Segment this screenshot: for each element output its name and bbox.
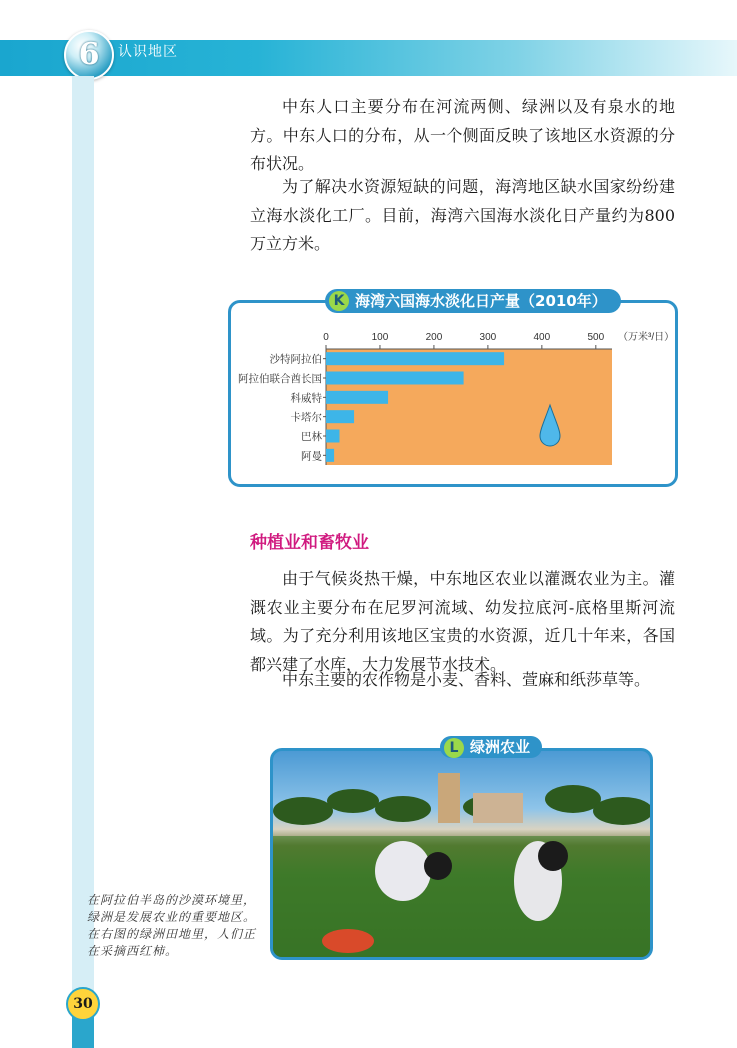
category-label: 沙特阿拉伯 <box>269 353 322 366</box>
plot-background <box>326 349 612 465</box>
paragraph-text: 由于气候炎热干燥，中东地区农业以灌溉农业为主。灌溉农业主要分布在尼罗河流域、幼发拉底河-底格里斯河流域。为了充分利用该地区宝贵的水资源，近几十年来，各国都兴建了水库，大力发展节水技术。 <box>250 569 675 674</box>
figure-k-title-text: 海湾六国海水淡化日产量（2010年） <box>355 292 607 310</box>
x-tick-label: 0 <box>323 332 329 343</box>
paragraph-crops <box>250 666 675 695</box>
figure-k-title <box>325 289 621 313</box>
paragraph-text: 中东主要的农作物是小麦、香料、萱麻和纸莎草等。 <box>282 670 651 689</box>
oasis-farming-photo <box>270 748 653 960</box>
paragraph-text: 中东人口主要分布在河流两侧、绿洲以及有泉水的地方。中东人口的分布，从一个侧面反映了该地区水资源的分布状况。 <box>250 97 675 173</box>
bar <box>326 430 339 443</box>
photo-illustration <box>273 751 653 960</box>
paragraph-desalination <box>250 173 675 259</box>
figure-l-title <box>440 736 542 758</box>
figure-l-title-text: 绿洲农业 <box>470 738 531 756</box>
unit-label: （万米³/日） <box>618 332 675 343</box>
photo-caption: 在阿拉伯半岛的沙漠环境里，绿洲是发展农业的重要地区。在右图的绿洲田地里，人们正在采摘西红柿。 <box>87 893 257 958</box>
chapter-title: 认识地区 <box>118 44 178 60</box>
x-tick-label: 100 <box>371 332 389 343</box>
section-heading: 种植业和畜牧业 <box>250 533 369 553</box>
paragraph-population <box>250 93 675 179</box>
desalination-bar-chart <box>228 300 678 490</box>
figure-k-letter: K <box>329 291 349 311</box>
category-label: 科威特 <box>290 392 322 405</box>
bar <box>326 372 464 385</box>
category-label: 阿曼 <box>301 450 322 463</box>
category-label: 阿拉伯联合酋长国 <box>238 373 322 385</box>
category-label: 巴林 <box>301 431 322 443</box>
x-tick-label: 500 <box>587 332 605 343</box>
figure-l-letter: L <box>444 738 464 758</box>
x-tick-label: 400 <box>533 332 551 343</box>
paragraph-text: 为了解决水资源短缺的问题，海湾地区缺水国家纷纷建立海水淡化工厂。目前，海湾六国海水淡化日产量约为800万立方米。 <box>250 177 675 253</box>
x-tick-label: 300 <box>479 332 497 343</box>
chapter-number-badge: 6 <box>64 30 114 80</box>
paragraph-irrigation <box>250 565 675 679</box>
page-number: 30 <box>66 987 100 1021</box>
bar <box>326 391 388 404</box>
bar <box>326 352 504 365</box>
x-tick-label: 200 <box>425 332 443 343</box>
category-label: 卡塔尔 <box>290 411 322 424</box>
bar <box>326 449 334 462</box>
bar <box>326 410 354 423</box>
